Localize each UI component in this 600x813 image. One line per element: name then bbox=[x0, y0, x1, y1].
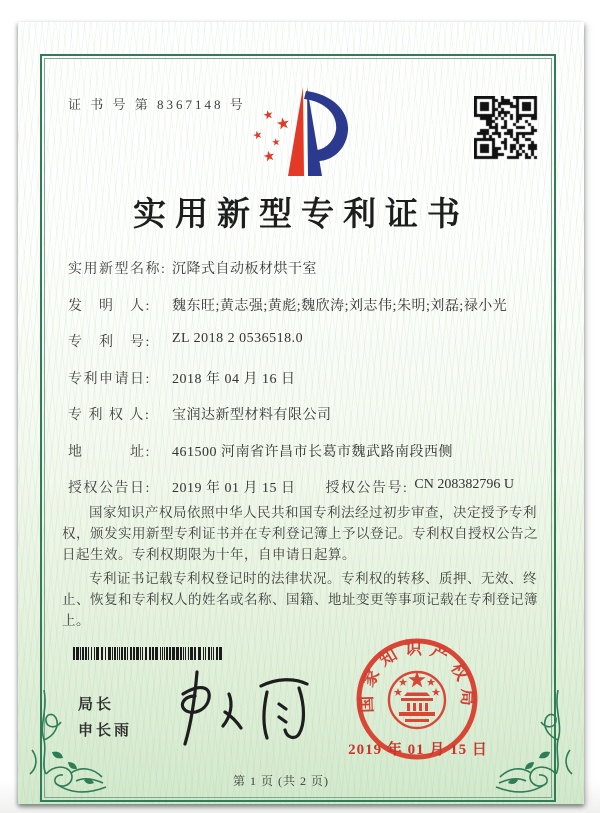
svg-text:★: ★ bbox=[250, 127, 265, 143]
field-label: 授权公告日: bbox=[68, 481, 151, 496]
field-value: 2018 年 04 月 16 日 bbox=[172, 371, 296, 387]
field-value: 宝润达新型材料有限公司 bbox=[172, 408, 332, 423]
svg-text:★: ★ bbox=[274, 112, 292, 134]
field-rows bbox=[68, 258, 548, 514]
field-value: ZL 2018 2 0536518.0 bbox=[172, 331, 304, 346]
svg-text:★: ★ bbox=[261, 147, 278, 166]
field-value: 461500 河南省许昌市长葛市魏武路南段西侧 bbox=[172, 444, 453, 460]
field-label: 专利申请日: bbox=[68, 371, 151, 387]
field-utility-model-name bbox=[68, 258, 548, 295]
director-signature-icon bbox=[153, 660, 323, 755]
certificate-page bbox=[18, 22, 584, 804]
field-label: 专 利 权 人: bbox=[68, 408, 151, 423]
national-emblem-icon bbox=[389, 671, 445, 728]
svg-text:★: ★ bbox=[270, 136, 282, 149]
legal-text bbox=[62, 502, 542, 634]
field-value: 魏东旺;黄志强;黄彪;魏欣涛;刘志伟;朱明;刘磊;禄小光 bbox=[172, 298, 508, 314]
field-label: 发 明 人: bbox=[68, 298, 151, 314]
field-label: 授权公告号: bbox=[325, 481, 409, 496]
field-label: 专 利 号: bbox=[68, 335, 151, 350]
director-title: 局长 bbox=[78, 696, 115, 713]
director-name: 申长雨 bbox=[78, 722, 133, 739]
legal-paragraph-2: 专利证书记载专利权登记时的法律状况。专利权的转移、质押、无效、终止、恢复和专利权人的姓名或名称、国籍、地址变更等事项记载在专利登记簿上。 bbox=[62, 571, 538, 628]
seal-date: 2019 年 01 月 15 日 bbox=[348, 742, 488, 758]
field-filing-date bbox=[68, 368, 548, 405]
field-patentee bbox=[68, 404, 548, 441]
field-value: 沉降式自动板材烘干室 bbox=[172, 262, 317, 277]
legal-paragraph-1: 国家知识产权局依照中华人民共和国专利法经过初步审查，决定授予专利权，颁发实用新型专利证书并在专利登记簿上予以登记。专利权自授权公告之日起生效。专利权期限为十年，自申请日起算。 bbox=[62, 505, 538, 562]
field-patent-number bbox=[68, 331, 548, 368]
barcode-icon bbox=[73, 647, 223, 660]
field-value: 2019 年 01 月 15 日 bbox=[172, 481, 296, 496]
svg-text:★: ★ bbox=[261, 106, 276, 123]
seal-text: 国家知识产权局 bbox=[356, 639, 478, 714]
page-number: 第 1 页 (共 2 页) bbox=[233, 774, 329, 788]
field-address bbox=[68, 441, 548, 478]
field-inventors bbox=[68, 295, 548, 332]
field-value: CN 208382796 U bbox=[414, 477, 514, 492]
certificate-title: 实用新型专利证书 bbox=[133, 197, 469, 233]
field-label: 实用新型名称: bbox=[68, 262, 167, 277]
qr-code-icon bbox=[474, 96, 538, 160]
cnipa-logo-icon bbox=[246, 82, 370, 186]
certificate-number: 证 书 号 第 8367148 号 bbox=[68, 97, 246, 112]
field-label: 地 址: bbox=[68, 444, 151, 460]
